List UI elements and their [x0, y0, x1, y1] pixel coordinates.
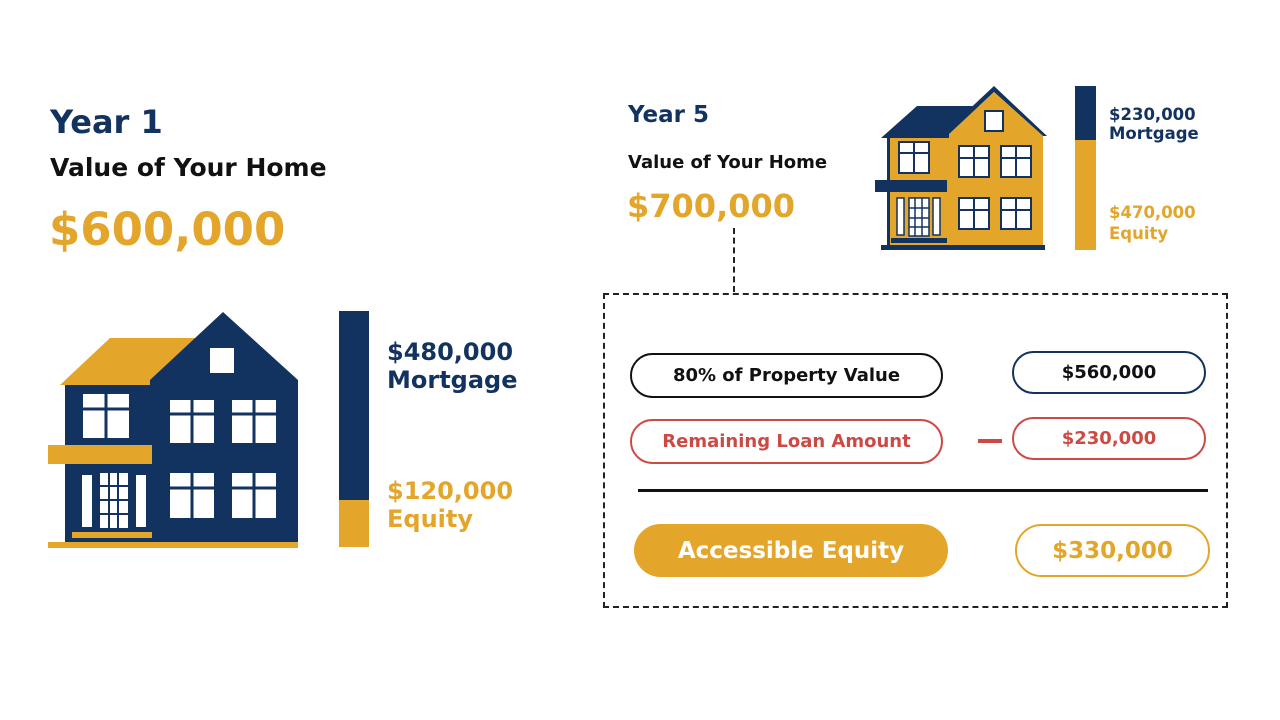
year5-mortgage-text [1109, 105, 1199, 144]
year5-equity-label: Equity [1109, 224, 1169, 244]
year5-home-value: $700,000 [627, 187, 796, 225]
year1-equity-amount: $120,000 [387, 477, 514, 505]
accessible-equity-label-pill: Accessible Equity [634, 524, 948, 577]
year5-equity-text [1109, 202, 1196, 245]
connector-line [733, 228, 735, 292]
year1-heading: Year 1 [50, 103, 163, 141]
year1-mortgage-bar [339, 311, 369, 500]
result-divider [638, 489, 1208, 492]
property-value-amount-pill: $560,000 [1012, 351, 1206, 394]
house-navy-icon [48, 310, 300, 550]
year1-mortgage-text [387, 338, 518, 395]
year1-home-value: $600,000 [49, 203, 286, 256]
accessible-equity-amount-pill: $330,000 [1015, 524, 1210, 577]
house-gold-icon [873, 84, 1049, 252]
year5-value-label: Value of Your Home [628, 152, 828, 173]
property-value-label-pill: 80% of Property Value [630, 353, 943, 398]
year1-equity-text [387, 477, 513, 534]
year1-mortgage-label: Mortgage [387, 366, 518, 395]
year1-mortgage-amount: $480,000 [387, 338, 514, 366]
year5-equity-bar [1075, 140, 1096, 250]
year1-value-label: Value of Your Home [50, 153, 327, 182]
year5-mortgage-amount: $230,000 [1109, 105, 1196, 124]
year5-equity-amount: $470,000 [1109, 203, 1196, 222]
remaining-loan-label-pill: Remaining Loan Amount [630, 419, 943, 464]
minus-sign-icon [978, 439, 1002, 443]
year1-equity-label: Equity [387, 505, 474, 534]
year5-mortgage-label: Mortgage [1109, 124, 1199, 144]
remaining-loan-amount-pill: $230,000 [1012, 417, 1206, 460]
year1-equity-bar [339, 500, 369, 547]
year5-mortgage-bar [1075, 86, 1096, 140]
year5-heading: Year 5 [628, 102, 710, 128]
